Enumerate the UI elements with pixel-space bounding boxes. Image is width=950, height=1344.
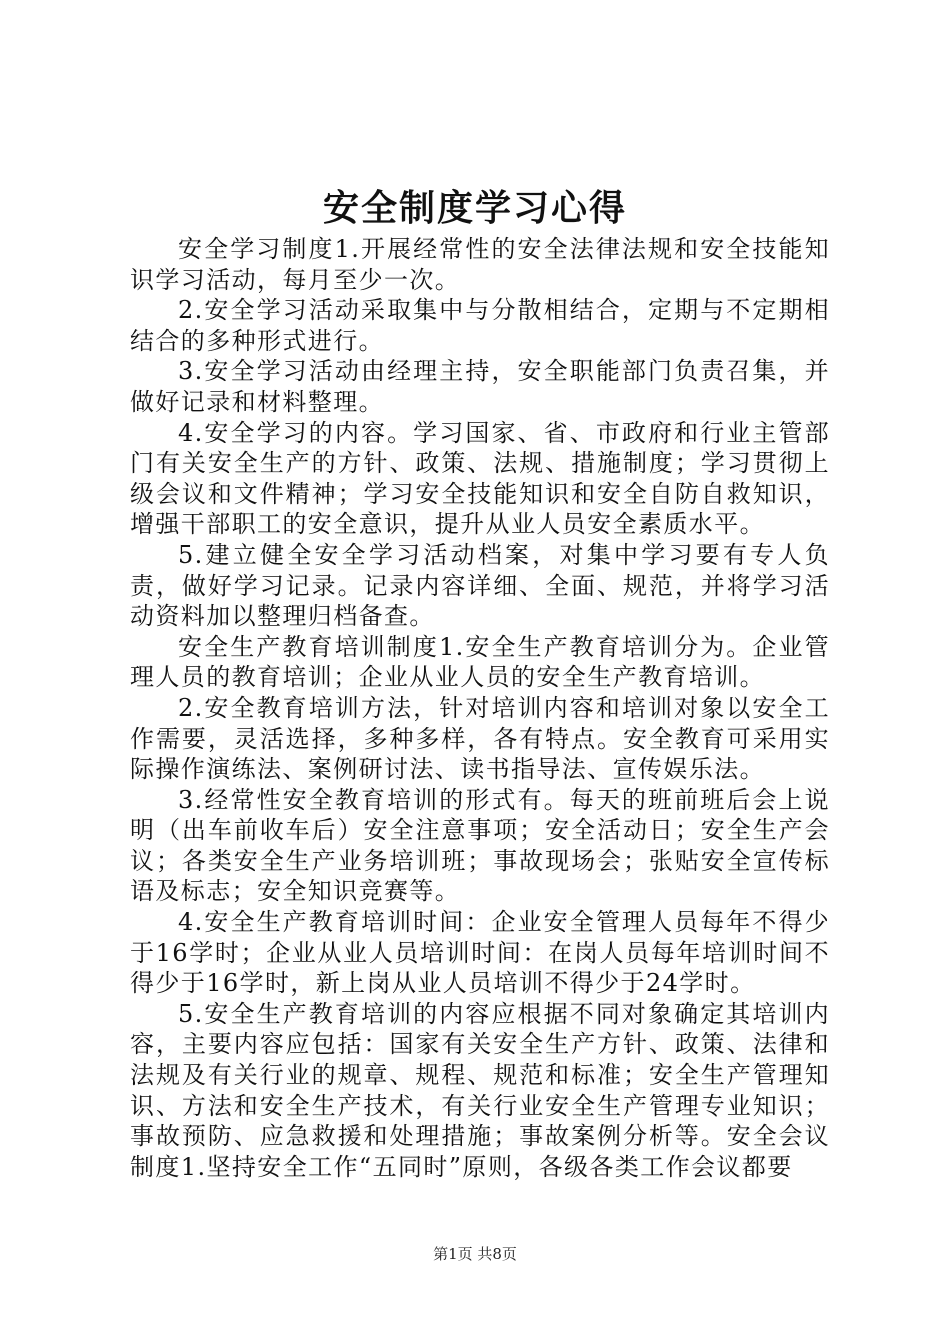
document-body — [130, 234, 830, 1182]
paragraph: 3.经常性安全教育培训的形式有。每天的班前班后会上说明（出车前收车后）安全注意事项；安全活动日；安全生产会议；各类安全生产业务培训班；事故现场会；张贴安全宣传标语及标志；安全知识竞赛等。 — [130, 785, 830, 906]
paragraph: 5.安全生产教育培训的内容应根据不同对象确定其培训内容，主要内容应包括：国家有关安全生产方针、政策、法律和法规及有关行业的规章、规程、规范和标准；安全生产管理知识、方法和安全生产技术，有关行业安全生产管理专业知识；事故预防、应急救援和处理措施；事故案例分析等。安全会议制度1.坚持安全工作“五同时”原则，各级各类工作会议都要 — [130, 999, 830, 1181]
paragraph: 2.安全学习活动采取集中与分散相结合，定期与不定期相结合的多种形式进行。 — [130, 296, 830, 355]
paragraph: 4.安全生产教育培训时间：企业安全管理人员每年不得少于16学时；企业从业人员培训时间：在岗人员每年培训时间不得少于16学时，新上岗从业人员培训不得少于24学时。 — [130, 908, 830, 998]
paragraph: 安全学习制度1.开展经常性的安全法律法规和安全技能知识学习活动，每月至少一次。 — [130, 235, 830, 294]
paragraph: 5.建立健全安全学习活动档案，对集中学习要有专人负责，做好学习记录。记录内容详细、全面、规范，并将学习活动资料加以整理归档备查。 — [130, 540, 830, 631]
paragraph: 3.安全学习活动由经理主持，安全职能部门负责召集，并做好记录和材料整理。 — [130, 357, 830, 416]
paragraph: 4.安全学习的内容。学习国家、省、市政府和行业主管部门有关安全生产的方针、政策、法规、措施制度；学习贯彻上级会议和文件精神；学习安全技能知识和安全自防自救知识，增强干部职工的安全意识，提升从业人员安全素质水平。 — [130, 418, 830, 539]
page-number-footer: 第1页 共8页 — [433, 1245, 517, 1263]
paragraph: 安全生产教育培训制度1.安全生产教育培训分为。企业管理人员的教育培训；企业从业人员的安全生产教育培训。 — [130, 632, 830, 692]
paragraph: 2.安全教育培训方法，针对培训内容和培训对象以安全工作需要，灵活选择，多种多样，各有特点。安全教育可采用实际操作演练法、案例研讨法、读书指导法、宣传娱乐法。 — [130, 693, 830, 784]
document-title: 安全制度学习心得 — [322, 187, 627, 229]
